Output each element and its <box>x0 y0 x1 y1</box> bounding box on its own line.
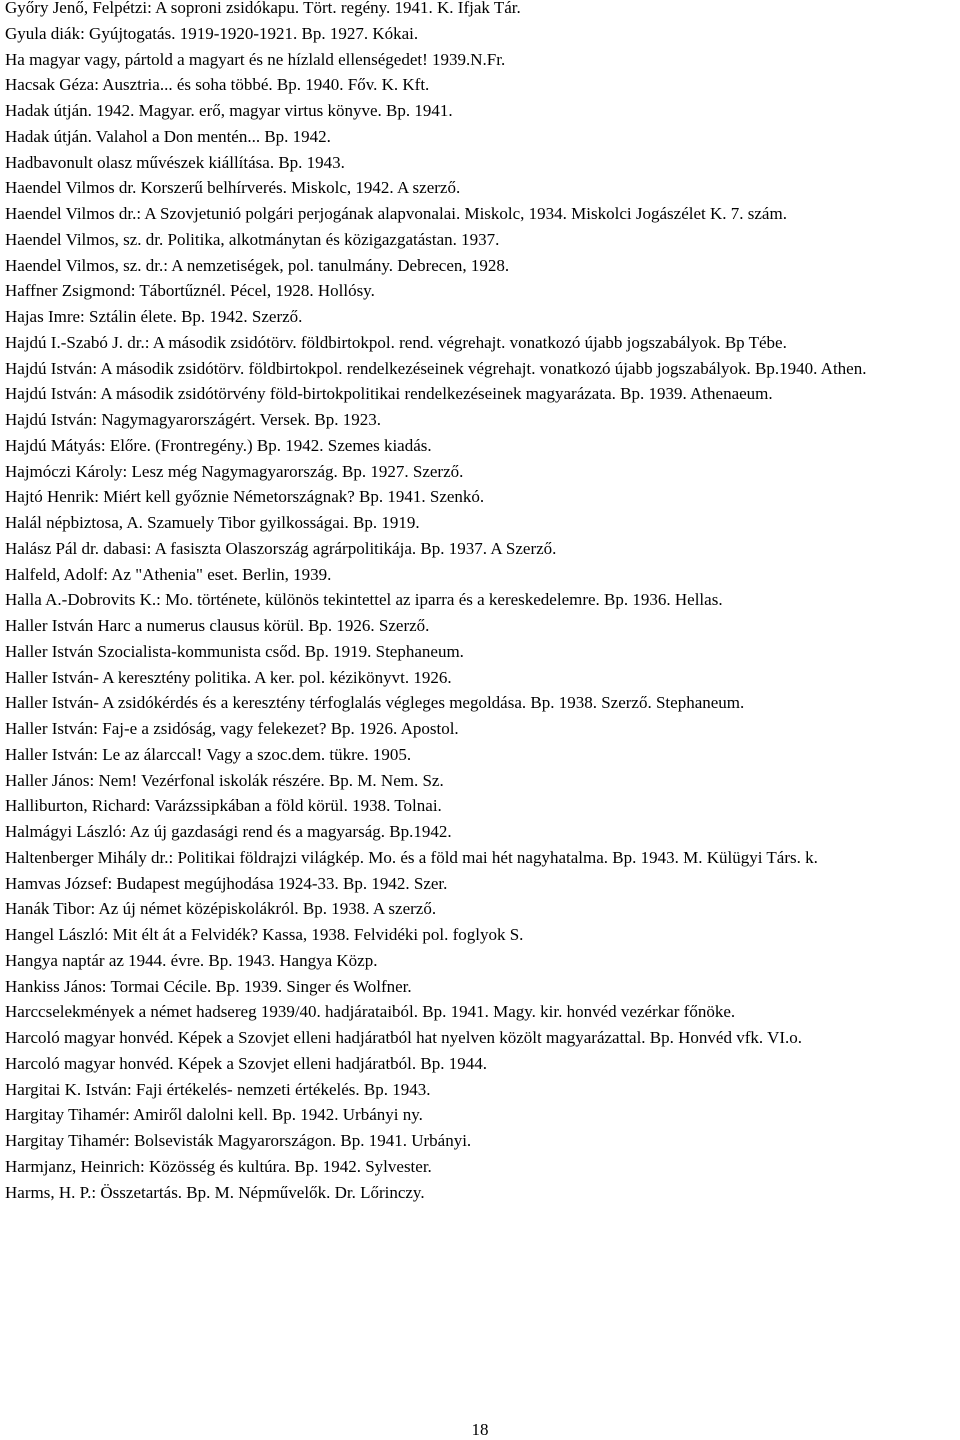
bibliography-entry: Harccselekmények a német hadsereg 1939/40. hadjárataiból. Bp. 1941. Magy. kir. honvéd vezérkar főnöke. <box>5 1002 736 1022</box>
bibliography-entry: Hargitay Tihamér: Amiről dalolni kell. Bp. 1942. Urbányi ny. <box>5 1105 423 1125</box>
bibliography-entry: Harcoló magyar honvéd. Képek a Szovjet elleni hadjáratból. Bp. 1944. <box>5 1053 487 1073</box>
bibliography-list <box>5 0 957 1205</box>
bibliography-entry: Haller János: Nem! Vezérfonal iskolák részére. Bp. M. Nem. Sz. <box>5 770 444 790</box>
bibliography-entry: Harms, H. P.: Összetartás. Bp. M. Népművelők. Dr. Lőrinczy. <box>5 1182 425 1202</box>
bibliography-entry: Halász Pál dr. dabasi: A fasiszta Olaszország agrárpolitikája. Bp. 1937. A Szerző. <box>5 538 557 558</box>
bibliography-entry: Haller István- A zsidókérdés és a keresztény térfoglalás végleges megoldása. Bp. 1938. Szerző. Stephaneum. <box>5 693 745 713</box>
bibliography-entry: Haffner Zsigmond: Tábortűznél. Pécel, 1928. Hollósy. <box>5 281 375 301</box>
bibliography-entry: Haendel Vilmos dr.: A Szovjetunió polgári perjogának alapvonalai. Miskolc, 1934. Miskolci Jogászélet K. 7. szám. <box>5 204 787 223</box>
bibliography-entry: Hajdú István: Nagymagyarországért. Versek. Bp. 1923. <box>5 410 381 429</box>
bibliography-entry: Hadbavonult olasz művészek kiállítása. Bp. 1943. <box>5 152 345 172</box>
bibliography-entry: Haller István- A keresztény politika. A ker. pol. kézikönyvt. 1926. <box>5 667 452 687</box>
bibliography-entry: Halmágyi László: Az új gazdasági rend és a magyarság. Bp.1942. <box>5 822 452 841</box>
bibliography-entry: Győry Jenő, Felpétzi: A soproni zsidókapu. Tört. regény. 1941. K. Ifjak Tár. <box>5 0 521 17</box>
bibliography-entry: Halla A.-Dobrovits K.: Mo. története, különös tekintettel az iparra és a kereskedelemre. Bp. 1936. Hellas. <box>5 590 723 610</box>
bibliography-entry: Halfeld, Adolf: Az "Athenia" eset. Berlin, 1939. <box>5 564 332 584</box>
bibliography-entry: Halál népbiztosa, A. Szamuely Tibor gyilkosságai. Bp. 1919. <box>5 513 420 532</box>
bibliography-entry: Haller István Harc a numerus clausus körül. Bp. 1926. Szerző. <box>5 616 430 635</box>
bibliography-entry: Haller István: Le az álarccal! Vagy a szoc.dem. tükre. 1905. <box>5 744 412 764</box>
bibliography-entry: Harcoló magyar honvéd. Képek a Szovjet elleni hadjáratból hat nyelven közölt magyarázattal. Bp. Honvéd vfk. VI.o. <box>5 1028 803 1047</box>
bibliography-entry: Haller István Szocialista-kommunista csőd. Bp. 1919. Stephaneum. <box>5 641 464 661</box>
bibliography-entry: Hamvas József: Budapest megújhodása 1924-33. Bp. 1942. Szer. <box>5 873 448 893</box>
bibliography-entry: Hargitay Tihamér: Bolsevisták Magyarországon. Bp. 1941. Urbányi. <box>5 1131 472 1150</box>
bibliography-entry: Hajmóczi Károly: Lesz még Nagymagyarország. Bp. 1927. Szerző. <box>5 461 464 481</box>
bibliography-entry: Hankiss János: Tormai Cécile. Bp. 1939. Singer és Wolfner. <box>5 976 412 996</box>
bibliography-entry: Hangel László: Mit élt át a Felvidék? Kassa, 1938. Felvidéki pol. foglyok S. <box>5 925 524 944</box>
bibliography-entry: Hajtó Henrik: Miért kell győznie Németországnak? Bp. 1941. Szenkó. <box>5 487 485 507</box>
bibliography-entry: Halliburton, Richard: Varázssipkában a föld körül. 1938. Tolnai. <box>5 796 442 816</box>
bibliography-entry: Hajdú Mátyás: Előre. (Frontregény.) Bp. 1942. Szemes kiadás. <box>5 435 432 455</box>
bibliography-entry: Haendel Vilmos, sz. dr.: A nemzetiségek, pol. tanulmány. Debrecen, 1928. <box>5 255 510 275</box>
bibliography-entry: Gyula diák: Gyújtogatás. 1919-1920-1921. Bp. 1927. Kókai. <box>5 23 419 43</box>
bibliography-entry: Hadak útján. 1942. Magyar. erő, magyar virtus könyve. Bp. 1941. <box>5 101 453 120</box>
bibliography-entry: Hajas Imre: Sztálin élete. Bp. 1942. Szerző. <box>5 307 303 326</box>
bibliography-entry: Hangya naptár az 1944. évre. Bp. 1943. Hangya Közp. <box>5 950 378 970</box>
bibliography-entry: Ha magyar vagy, pártold a magyart és ne hízlald ellenségedet! 1939.N.Fr. <box>5 49 506 69</box>
document-page <box>5 0 957 1400</box>
bibliography-entry: Hacsak Géza: Ausztria... és soha többé. Bp. 1940. Főv. K. Kft. <box>5 75 430 95</box>
bibliography-entry: Hargitai K. István: Faji értékelés- nemzeti értékelés. Bp. 1943. <box>5 1079 431 1099</box>
bibliography-entry: Hadak útján. Valahol a Don mentén... Bp. 1942. <box>5 126 331 146</box>
bibliography-entry: Haendel Vilmos dr. Korszerű belhírverés. Miskolc, 1942. A szerző. <box>5 178 461 198</box>
bibliography-entry: Hajdú I.-Szabó J. dr.: A második zsidótörv. földbirtokpol. rend. végrehajt. vonatkozó újabb jogszabályok. Bp Tébe. <box>5 332 787 352</box>
bibliography-entry: Hanák Tibor: Az új német középiskolákról. Bp. 1938. A szerző. <box>5 899 437 919</box>
bibliography-entry: Haller István: Faj-e a zsidóság, vagy felekezet? Bp. 1926. Apostol. <box>5 719 459 738</box>
bibliography-entry: Haltenberger Mihály dr.: Politikai földrajzi világkép. Mo. és a föld mai hét nagyhatalma. Bp. 1943. M. Külügyi Társ. k. <box>5 847 818 867</box>
page-number: 18 <box>471 1420 489 1439</box>
bibliography-entry: Hajdú István: A második zsidótörv. földbirtokpol. rendelkezéseinek végrehajt. vonatkozó újabb jogszabályok. Bp.1940. Athen. <box>5 358 867 378</box>
bibliography-entry: Haendel Vilmos, sz. dr. Politika, alkotmánytan és közigazgatástan. 1937. <box>5 229 500 249</box>
bibliography-entry: Harmjanz, Heinrich: Közösség és kultúra. Bp. 1942. Sylvester. <box>5 1156 432 1176</box>
bibliography-entry: Hajdú István: A második zsidótörvény föld-birtokpolitikai rendelkezéseinek magyarázata. Bp. 1939. Athenaeum. <box>5 384 773 404</box>
